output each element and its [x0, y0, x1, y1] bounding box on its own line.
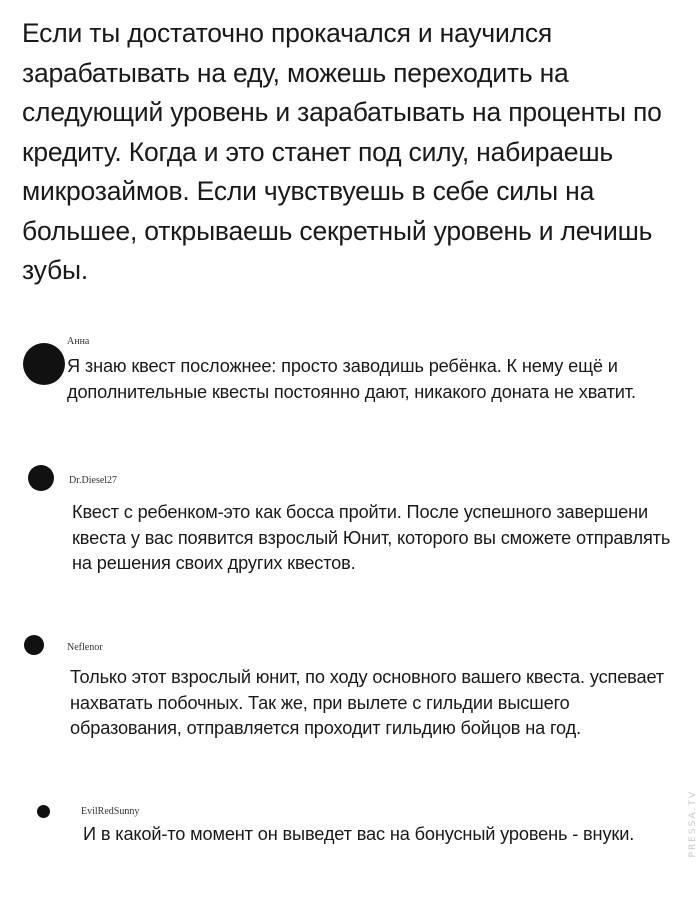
comment-text: Я знаю квест посложнее: просто заводишь ребёнка. К нему ещё и дополнительные квесты постоянно дают, никакого доната не хватит. — [67, 356, 636, 402]
comment-author[interactable]: Анна — [67, 336, 90, 347]
avatar[interactable] — [28, 465, 54, 491]
post-text: Если ты достаточно прокачался и научился зарабатывать на еду, можешь переходить на следующий уровень и зарабатывать на проценты по кредиту. Когда и это станет под силу, набираешь микрозаймов. Если чувствуешь в себе силы на большее, открываешь секретный уровень и лечишь зубы. — [22, 18, 662, 285]
avatar[interactable] — [24, 635, 44, 655]
avatar[interactable] — [23, 343, 65, 385]
comment-text: Только этот взрослый юнит, по ходу основного вашего квеста. успевает нахватать побочных. Так же, при вылете с гильдии высшего образования, отправляется проходит гильдию бойцов на год. — [70, 667, 664, 739]
comment-text: Квест с ребенком-это как босса пройти. После успешного завершени квеста у вас появится взрослый Юнит, которого вы сможете отправлять на решения своих других квестов. — [72, 502, 671, 574]
avatar[interactable] — [37, 805, 50, 818]
comment-author[interactable]: EvilRedSunny — [81, 806, 140, 817]
comment-author[interactable]: Dr.Diesel27 — [69, 475, 118, 486]
watermark: PRESSA.TV — [688, 789, 698, 857]
comment-text: И в какой-то момент он выведет вас на бонусный уровень - внуки. — [83, 824, 635, 844]
comment-author[interactable]: Neflenor — [67, 642, 103, 653]
